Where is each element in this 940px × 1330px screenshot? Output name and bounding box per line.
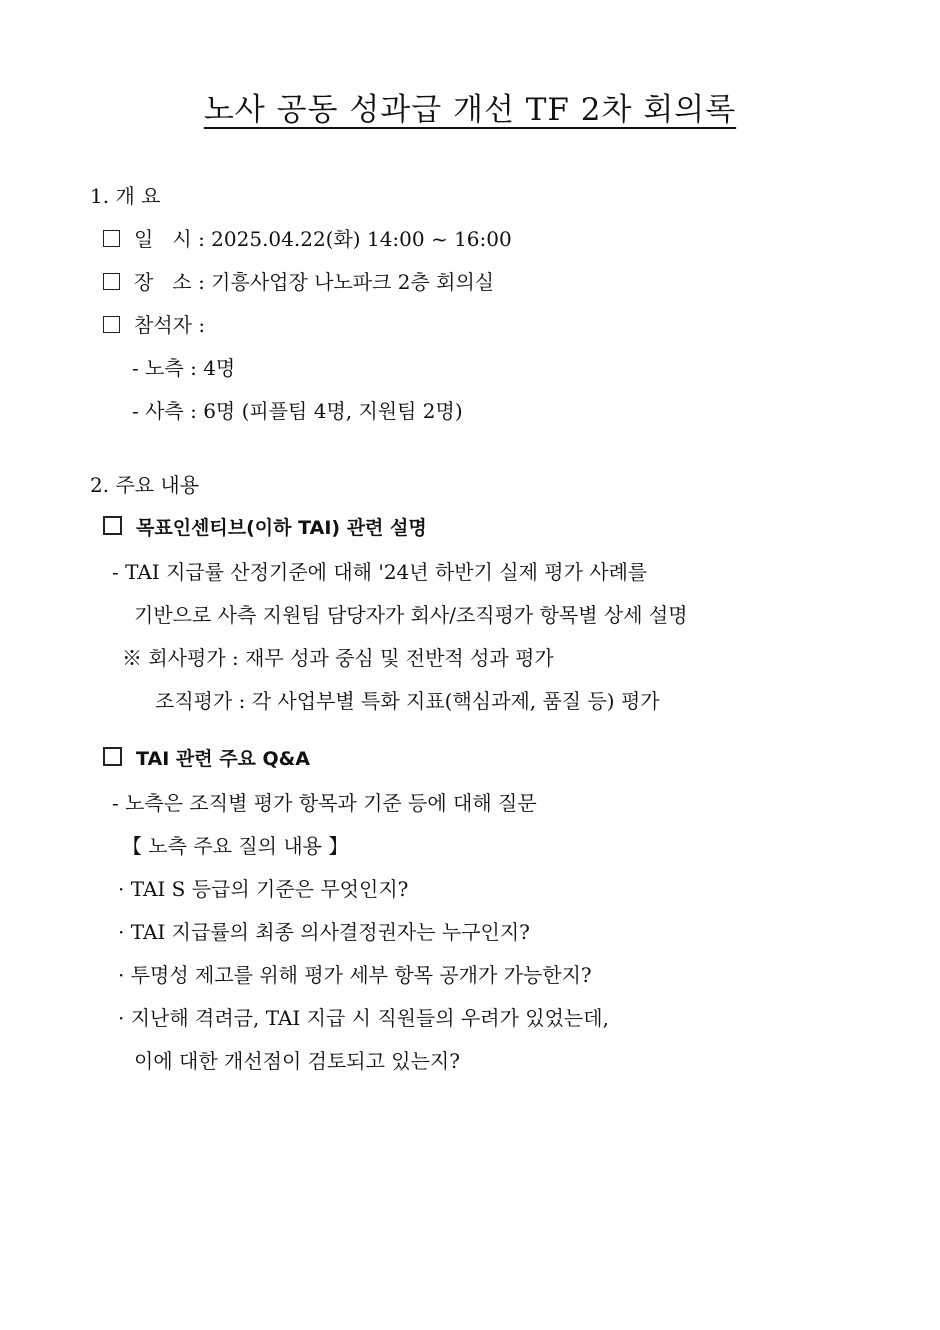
date-value: : 2025.04.22(화) 14:00 ~ 16:00	[198, 227, 512, 251]
place-label: 장 소	[134, 270, 192, 294]
place-row	[103, 269, 494, 295]
checkbox-icon	[103, 747, 122, 766]
tai-description-line-1: - TAI 지급률 산정기준에 대해 '24년 하반기 실제 평가 사례를	[112, 560, 648, 584]
attendees-label: 참석자 :	[134, 313, 206, 337]
tai-description-line-2: 기반으로 사측 지원팀 담당자가 회사/조직평가 항목별 상세 설명	[134, 603, 688, 627]
question-item: · TAI S 등급의 기준은 무엇인지?	[118, 877, 409, 901]
tai-heading-row	[103, 515, 427, 541]
tai-note-line-1: ※ 회사평가 : 재무 성과 중심 및 전반적 성과 평가	[122, 646, 554, 670]
checkbox-icon	[103, 230, 120, 247]
section-1-heading: 1. 개 요	[90, 184, 161, 208]
qa-box-title: 【 노측 주요 질의 내용 】	[122, 834, 349, 858]
checkbox-icon	[103, 273, 120, 290]
date-row	[103, 226, 512, 252]
tai-note-line-2: 조직평가 : 각 사업부별 특화 지표(핵심과제, 품질 등) 평가	[155, 689, 660, 713]
place-value: : 기흥사업장 나노파크 2층 회의실	[198, 270, 495, 294]
document-title	[0, 84, 940, 129]
section-2-heading: 2. 주요 내용	[90, 473, 200, 497]
checkbox-icon	[103, 316, 120, 333]
date-label: 일 시	[134, 227, 192, 251]
question-item: · TAI 지급률의 최종 의사결정권자는 누구인지?	[118, 920, 530, 944]
qa-heading-row	[103, 746, 310, 772]
attendee-union: - 노측 : 4명	[132, 356, 236, 380]
document-title-text: 노사 공동 성과급 개선 TF 2차 회의록	[203, 92, 737, 128]
question-item: · 지난해 격려금, TAI 지급 시 직원들의 우려가 있었는데,	[118, 1006, 609, 1030]
checkbox-icon	[103, 516, 122, 535]
tai-heading: 목표인센티브(이하 TAI) 관련 설명	[136, 517, 427, 539]
attendee-management: - 사측 : 6명 (피플팀 4명, 지원팀 2명)	[132, 399, 463, 423]
qa-heading: TAI 관련 주요 Q&A	[136, 748, 310, 770]
attendees-row	[103, 312, 205, 338]
question-item: · 투명성 제고를 위해 평가 세부 항목 공개가 가능한지?	[118, 963, 592, 987]
question-continuation: 이에 대한 개선점이 검토되고 있는지?	[134, 1049, 460, 1073]
qa-description: - 노측은 조직별 평가 항목과 기준 등에 대해 질문	[112, 791, 537, 815]
